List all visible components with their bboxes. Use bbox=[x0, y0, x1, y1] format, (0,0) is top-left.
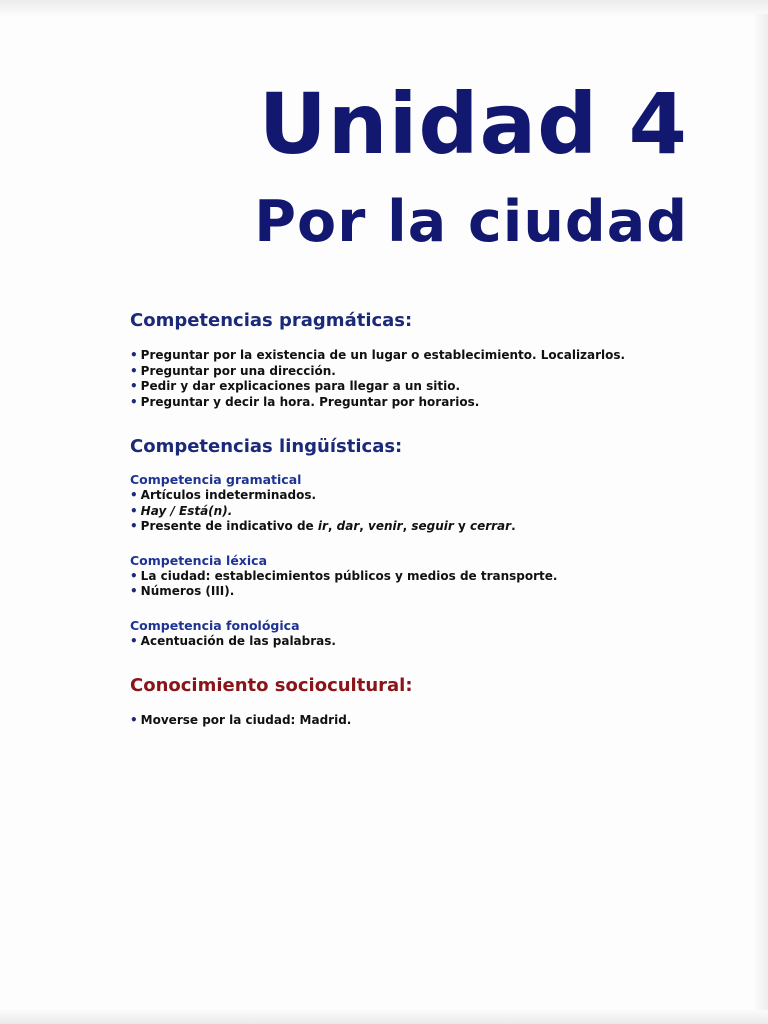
list-item-text: Acentuación de las palabras. bbox=[140, 633, 336, 648]
pragmaticas-list bbox=[130, 348, 690, 410]
fonologica-block bbox=[130, 618, 690, 650]
unit-subtitle: Por la ciudad bbox=[254, 189, 688, 255]
list-item-text: Pedir y dar explicaciones para llegar a un sitio. bbox=[140, 379, 461, 393]
list-item-text: Presente de indicativo de bbox=[140, 519, 318, 533]
list-item bbox=[130, 519, 690, 535]
bullet-icon: • bbox=[130, 348, 138, 362]
list-item-text: La ciudad: establecimientos públicos y medios de transporte. bbox=[140, 568, 558, 583]
sociocultural-list bbox=[130, 713, 690, 729]
bullet-icon: • bbox=[130, 584, 138, 598]
list-item-text: Números (III). bbox=[140, 584, 235, 598]
fonologica-heading: Competencia fonológica bbox=[130, 617, 300, 633]
separator: , bbox=[327, 519, 337, 533]
list-item bbox=[130, 584, 690, 600]
scan-right-edge bbox=[754, 14, 768, 1014]
bullet-icon: • bbox=[130, 379, 138, 393]
list-item-text: Preguntar por una dirección. bbox=[140, 363, 336, 378]
bullet-icon: • bbox=[130, 568, 138, 583]
list-item-text: Preguntar por la existencia de un lugar o establecimiento. Localizarlos. bbox=[140, 348, 626, 362]
lexica-heading: Competencia léxica bbox=[130, 552, 267, 568]
list-item-text: Artículos indeterminados. bbox=[140, 488, 317, 502]
gramatical-heading: Competencia gramatical bbox=[130, 472, 302, 487]
list-item bbox=[130, 569, 690, 585]
list-item-text: Moverse por la ciudad: Madrid. bbox=[140, 713, 352, 727]
lexica-list bbox=[130, 569, 690, 600]
bullet-icon: • bbox=[130, 363, 138, 378]
scan-top-edge bbox=[0, 0, 768, 16]
list-item-text: Preguntar y decir la hora. Preguntar por horarios. bbox=[140, 394, 480, 409]
sociocultural-section bbox=[130, 673, 690, 729]
bullet-icon: • bbox=[130, 394, 138, 409]
pragmaticas-section bbox=[130, 308, 690, 410]
pragmaticas-heading: Competencias pragmáticas: bbox=[130, 310, 413, 331]
bullet-icon: • bbox=[130, 633, 138, 648]
unit-title: Unidad 4 bbox=[258, 75, 688, 173]
list-item bbox=[130, 364, 690, 380]
lexica-block bbox=[130, 553, 690, 600]
separator: , bbox=[402, 519, 412, 533]
list-item bbox=[130, 395, 690, 411]
period: . bbox=[511, 519, 516, 533]
bullet-icon: • bbox=[130, 488, 138, 502]
list-item bbox=[130, 634, 690, 650]
bullet-icon: • bbox=[130, 503, 138, 518]
gramatical-block bbox=[130, 472, 690, 535]
list-item-text: Hay / Está(n). bbox=[140, 503, 233, 518]
bullet-icon: • bbox=[130, 519, 138, 533]
verb-cerrar: cerrar bbox=[469, 519, 512, 533]
list-item bbox=[130, 348, 690, 364]
bullet-icon: • bbox=[130, 713, 138, 727]
list-item bbox=[130, 379, 690, 395]
separator: , bbox=[359, 519, 369, 533]
gramatical-list bbox=[130, 488, 690, 535]
list-item bbox=[130, 488, 690, 504]
verb-ir: ir bbox=[317, 519, 328, 533]
verb-venir: venir bbox=[368, 519, 403, 533]
sociocultural-heading: Conocimiento sociocultural: bbox=[130, 675, 413, 696]
linguisticas-heading: Competencias lingüísticas: bbox=[130, 436, 403, 457]
list-item bbox=[130, 504, 690, 520]
verb-dar: dar bbox=[336, 519, 360, 533]
scan-bottom-edge bbox=[0, 1010, 768, 1024]
verb-seguir: seguir bbox=[411, 519, 454, 533]
list-item bbox=[130, 713, 690, 729]
unit-contents bbox=[130, 308, 690, 729]
fonologica-list bbox=[130, 634, 690, 650]
linguisticas-section bbox=[130, 434, 690, 649]
conjunction: y bbox=[453, 519, 470, 533]
